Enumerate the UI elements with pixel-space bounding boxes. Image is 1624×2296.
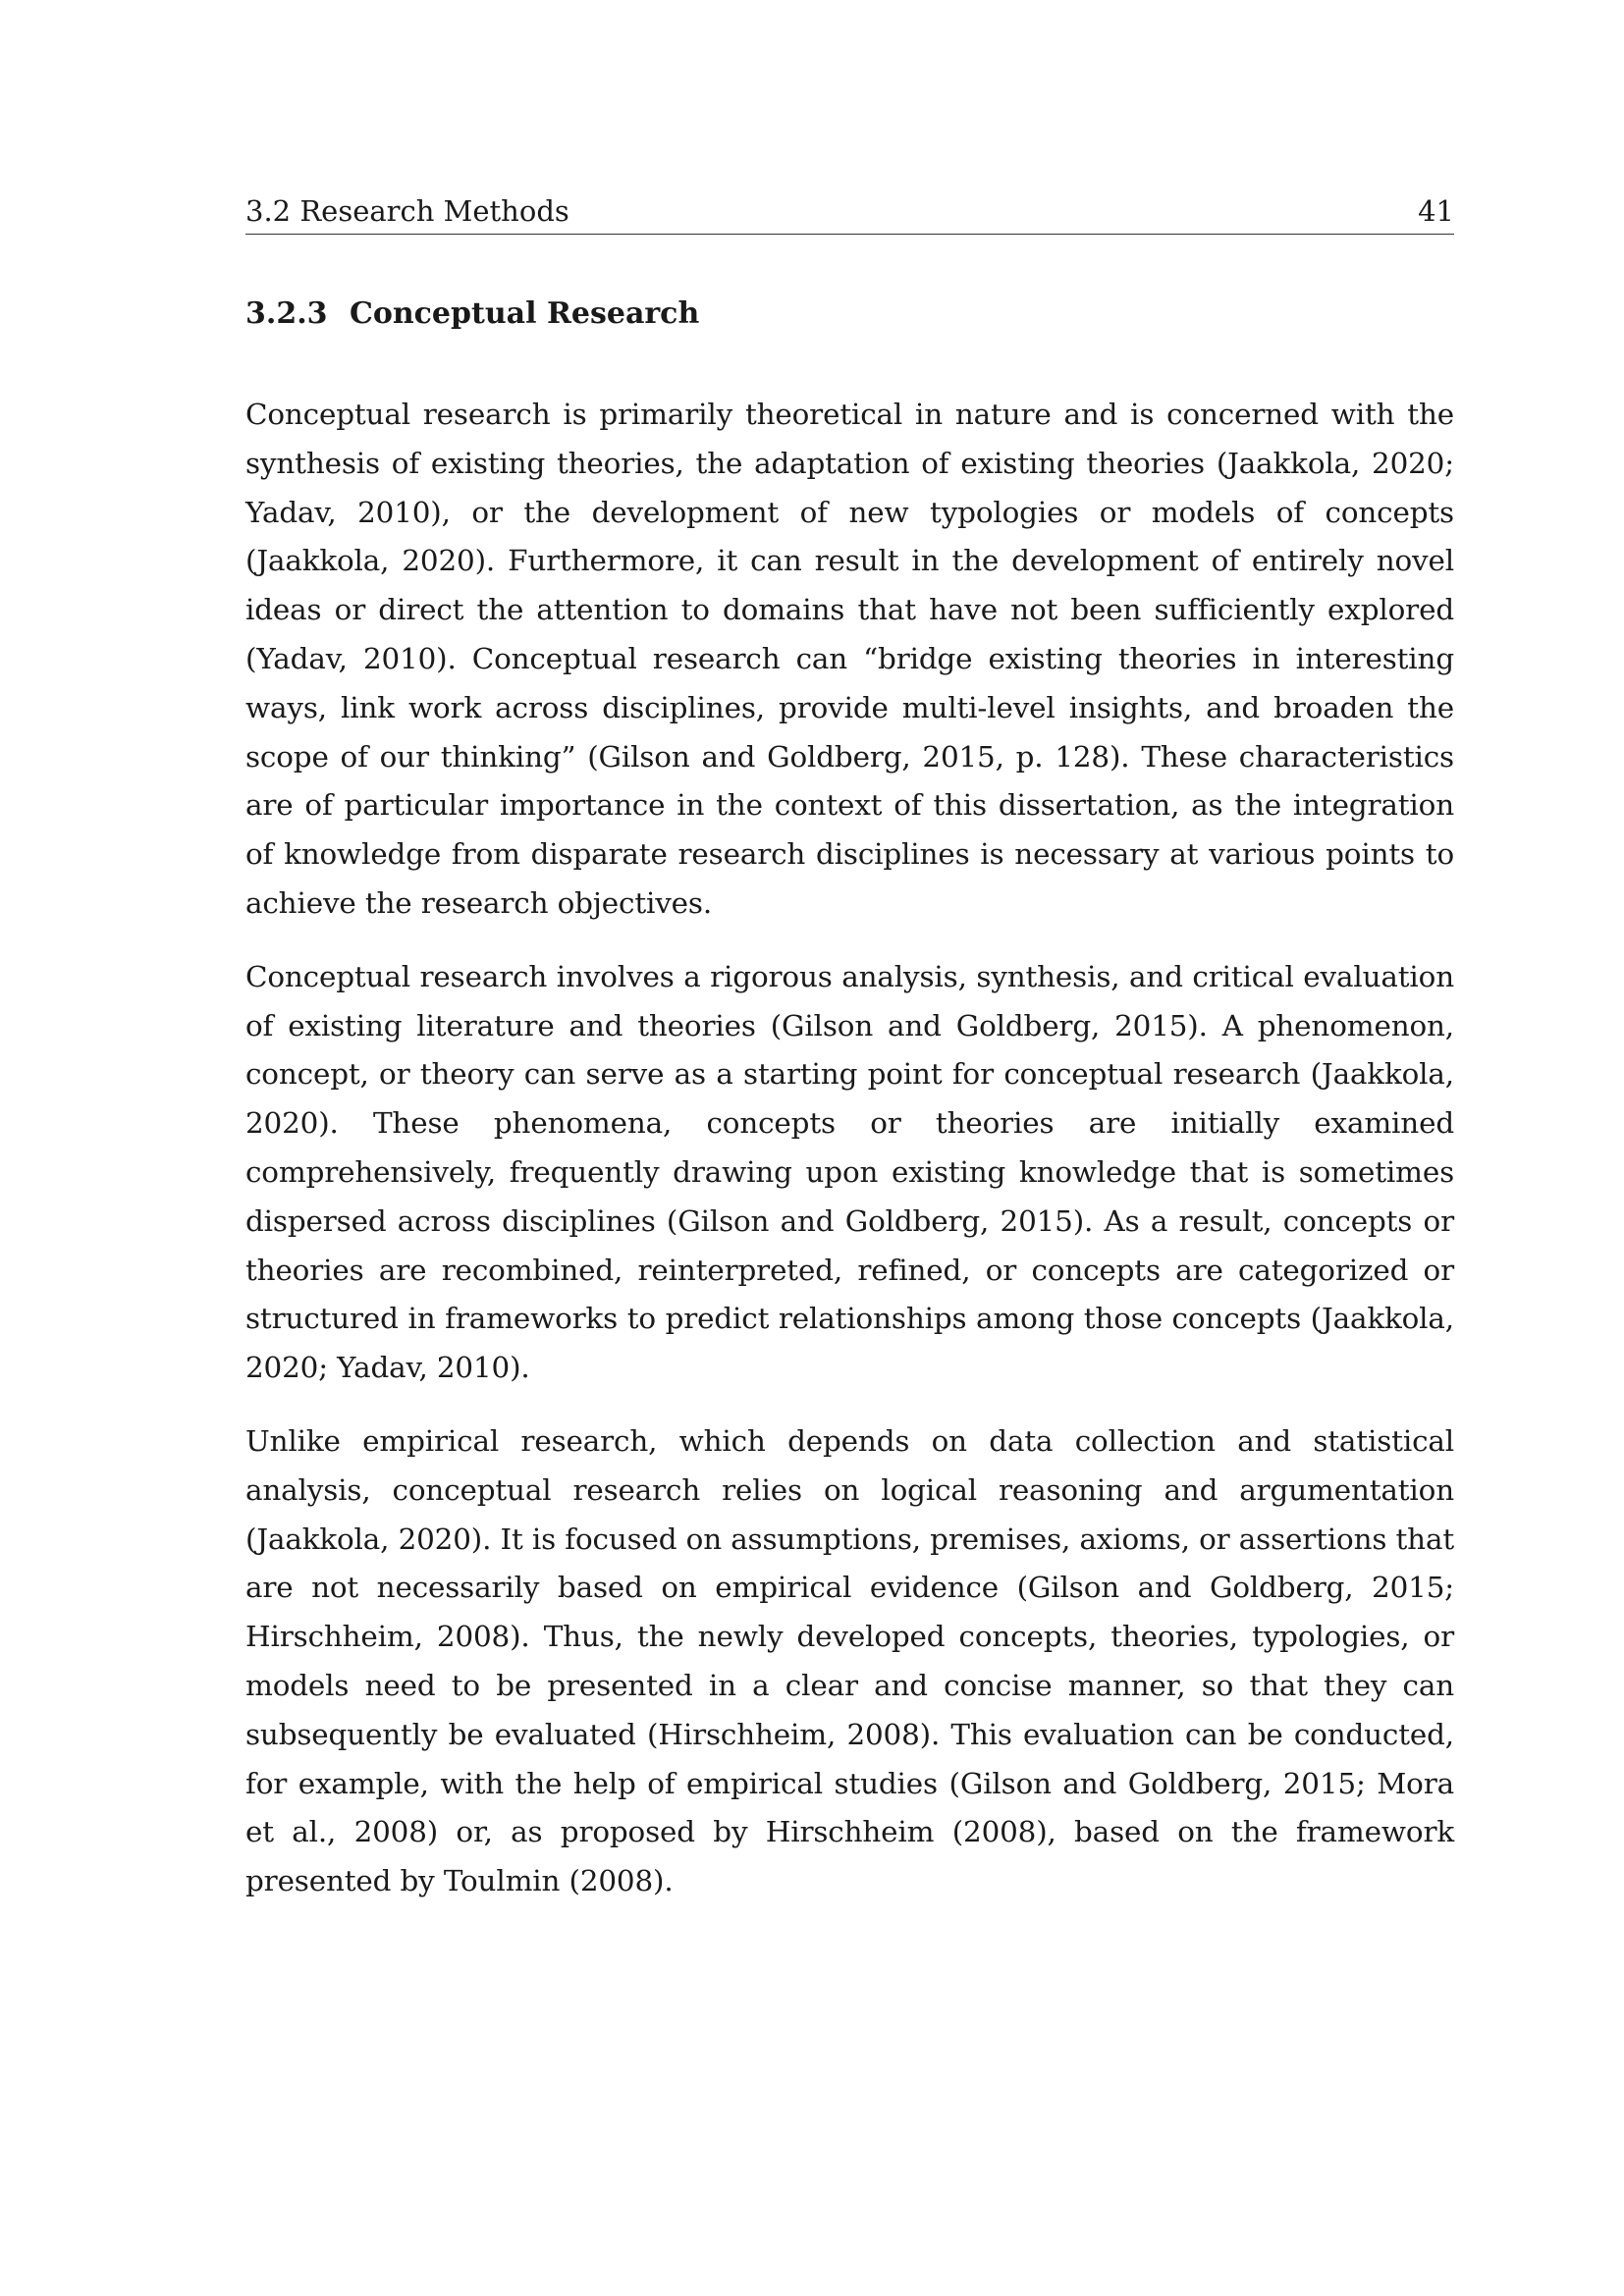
running-header-section: 3.2 Research Methods: [245, 194, 569, 228]
paragraph: Conceptual research is primarily theoretical in nature and is concerned with the synthesis of existing theories, the adaptation of existing theories (Jaakkola, 2020; Yadav, 2010), or the development of new typologies or models of concepts (Jaakkola, 2020). Furthermore, it can result in the development of entirely novel ideas or direct the attention to domains that have not been sufficiently explored (Yadav, 2010). Conceptual research can “bridge existing theories in interesting ways, link work across disciplines, provide multi-level insights, and broaden the scope of our thinking” (Gilson and Goldberg, 2015, p. 128). These characteristics are of particular importance in the context of this dissertation, as the integration of knowledge from disparate research disciplines is necessary at various points to achieve the research objectives.: [245, 398, 1454, 920]
body-text: [245, 391, 1454, 1931]
paragraph: Unlike empirical research, which depends on data collection and statistical analysis, conceptual research relies on logical reasoning and argumentation (Jaakkola, 2020). It is focused on assumptions, premises, axioms, or assertions that are not necessarily based on empirical evidence (Gilson and Goldberg, 2015; Hirschheim, 2008). Thus, the newly developed concepts, theories, typologies, or models need to be presented in a clear and concise manner, so that they can subsequently be evaluated (Hirschheim, 2008). This evaluation can be conducted, for example, with the help of empirical studies (Gilson and Goldberg, 2015; Mora et al., 2008) or, as proposed by Hirschheim (2008), based on the framework presented by Toulmin (2008).: [245, 1423, 1454, 1898]
section-heading: [245, 294, 699, 334]
page-number: 41: [1418, 194, 1454, 228]
section-number: 3.2.3: [245, 296, 328, 331]
section-title: Conceptual Research: [349, 296, 700, 331]
running-header: [245, 192, 1454, 235]
paragraph: Conceptual research involves a rigorous analysis, synthesis, and critical evaluation of existing literature and theories (Gilson and Goldberg, 2015). A phenomenon, concept, or theory can serve as a starting point for conceptual research (Jaakkola, 2020). These phenomena, concepts or theories are initially examined comprehensively, frequently drawing upon existing knowledge that is sometimes dispersed across disciplines (Gilson and Goldberg, 2015). As a result, concepts or theories are recombined, reinterpreted, refined, or concepts are categorized or structured in frameworks to predict relationships among those concepts (Jaakkola, 2020; Yadav, 2010).: [245, 959, 1454, 1385]
